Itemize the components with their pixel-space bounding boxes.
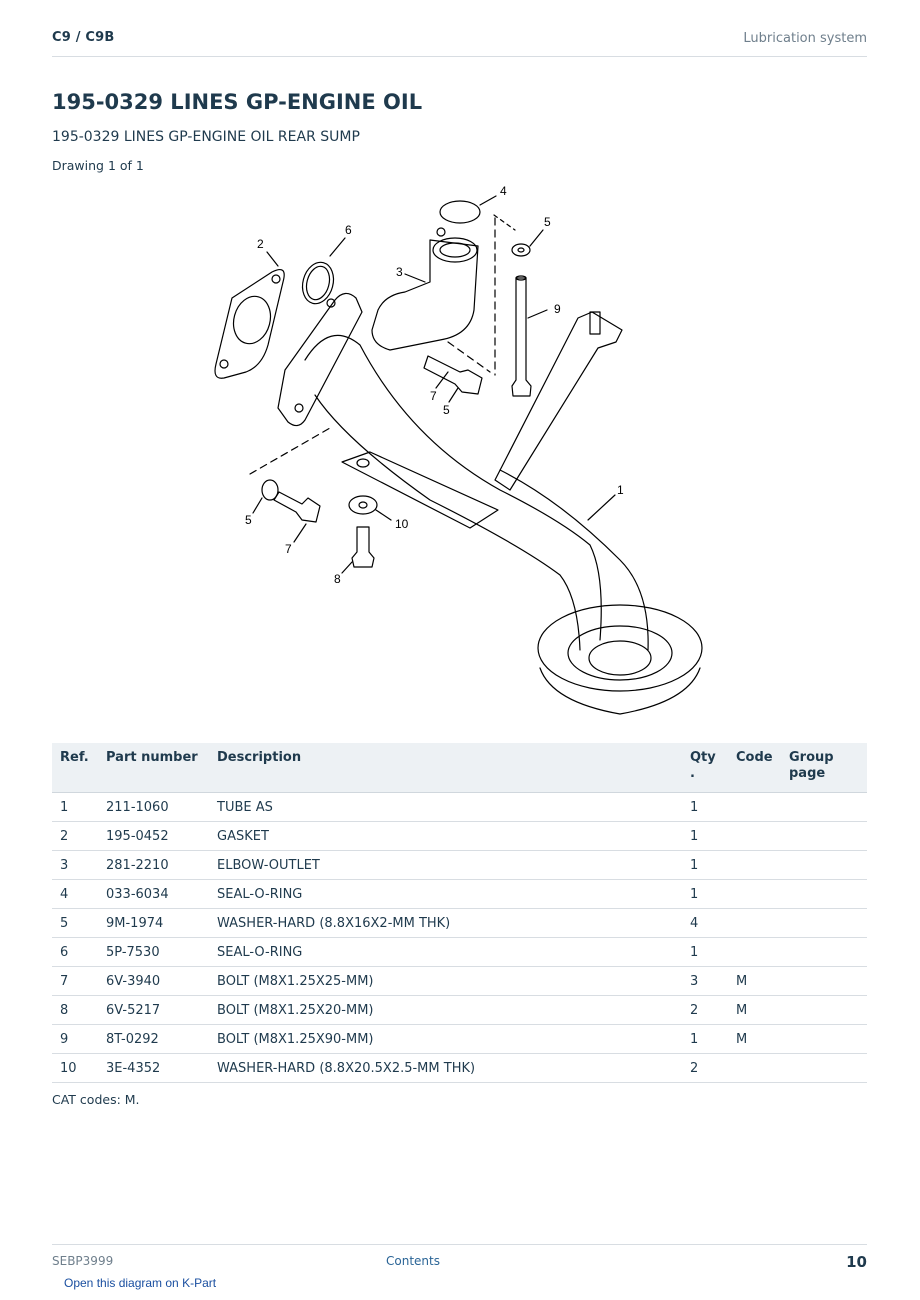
cell-code	[728, 851, 781, 880]
table-row	[52, 909, 867, 938]
col-group-page: Group page	[781, 743, 867, 793]
cat-codes-note: CAT codes: M.	[52, 1092, 140, 1107]
cell-qty: 3	[682, 967, 728, 996]
callout-7-low: 7	[285, 542, 292, 556]
cell-desc: BOLT (M8X1.25X20-MM)	[209, 996, 682, 1025]
tube-flange	[278, 293, 362, 425]
cell-qty: 1	[682, 938, 728, 967]
col-part-number: Part number	[98, 743, 209, 793]
cell-qty: 1	[682, 1025, 728, 1054]
sump-bowl	[538, 605, 702, 691]
cell-group	[781, 938, 867, 967]
table-row	[52, 1054, 867, 1083]
parts-table	[52, 743, 867, 1083]
cell-desc: TUBE AS	[209, 793, 682, 822]
callout-7: 7	[430, 389, 437, 403]
cell-code	[728, 938, 781, 967]
callout-10: 10	[395, 517, 409, 531]
col-qty: Qty .	[682, 743, 728, 793]
cell-desc: BOLT (M8X1.25X90-MM)	[209, 1025, 682, 1054]
col-description: Description	[209, 743, 682, 793]
long-bolt	[512, 278, 531, 396]
section-label: Lubrication system	[743, 31, 867, 46]
cell-code: M	[728, 996, 781, 1025]
col-code: Code	[728, 743, 781, 793]
cell-code	[728, 909, 781, 938]
model-label: C9 / C9B	[52, 30, 115, 45]
cell-part: 5P-7530	[98, 938, 209, 967]
cell-qty: 1	[682, 851, 728, 880]
table-row	[52, 996, 867, 1025]
table-row	[52, 938, 867, 967]
table-header-row	[52, 743, 867, 793]
drawing-count: Drawing 1 of 1	[52, 158, 144, 173]
top-o-ring	[440, 201, 480, 223]
tube-part	[305, 335, 601, 640]
cell-desc: WASHER-HARD (8.8X20.5X2.5-MM THK)	[209, 1054, 682, 1083]
cell-desc: GASKET	[209, 822, 682, 851]
cell-code: M	[728, 967, 781, 996]
cell-ref: 9	[52, 1025, 98, 1054]
page-footer	[52, 1244, 867, 1275]
cell-part: 6V-5217	[98, 996, 209, 1025]
kpart-link[interactable]: Open this diagram on K-Part	[64, 1276, 217, 1290]
callout-4: 4	[500, 184, 507, 198]
table-row	[52, 793, 867, 822]
cell-code	[728, 822, 781, 851]
cell-part: 6V-3940	[98, 967, 209, 996]
table-row	[52, 880, 867, 909]
cell-qty: 4	[682, 909, 728, 938]
page-header	[52, 28, 867, 57]
cell-desc: SEAL-O-RING	[209, 880, 682, 909]
table-row	[52, 822, 867, 851]
table-row	[52, 851, 867, 880]
page-title: 195-0329 LINES GP-ENGINE OIL	[52, 90, 423, 114]
callout-9: 9	[554, 302, 561, 316]
cell-ref: 10	[52, 1054, 98, 1083]
cell-part: 281-2210	[98, 851, 209, 880]
cell-qty: 1	[682, 880, 728, 909]
cell-group	[781, 793, 867, 822]
callout-2: 2	[257, 237, 264, 251]
cell-code: M	[728, 1025, 781, 1054]
cell-code	[728, 880, 781, 909]
page-subtitle: 195-0329 LINES GP-ENGINE OIL REAR SUMP	[52, 129, 360, 145]
callout-3: 3	[396, 265, 403, 279]
col-ref: Ref.	[52, 743, 98, 793]
gasket-part	[215, 270, 284, 379]
cell-ref: 5	[52, 909, 98, 938]
cell-part: 033-6034	[98, 880, 209, 909]
parts-diagram	[200, 182, 720, 722]
cell-group	[781, 822, 867, 851]
table-row	[52, 967, 867, 996]
cell-part: 3E-4352	[98, 1054, 209, 1083]
cell-group	[781, 996, 867, 1025]
callout-8: 8	[334, 572, 341, 586]
cell-code	[728, 1054, 781, 1083]
cell-part: 8T-0292	[98, 1025, 209, 1054]
callout-5-low: 5	[245, 513, 252, 527]
cell-code	[728, 793, 781, 822]
cell-desc: SEAL-O-RING	[209, 938, 682, 967]
cell-group	[781, 909, 867, 938]
cell-ref: 7	[52, 967, 98, 996]
callout-1: 1	[617, 483, 624, 497]
cell-group	[781, 967, 867, 996]
cell-group	[781, 1054, 867, 1083]
cell-part: 211-1060	[98, 793, 209, 822]
page-number: 10	[846, 1253, 867, 1271]
diagram-callouts	[245, 184, 624, 586]
cell-desc: ELBOW-OUTLET	[209, 851, 682, 880]
cell-ref: 8	[52, 996, 98, 1025]
cell-qty: 2	[682, 996, 728, 1025]
contents-link[interactable]: Contents	[386, 1254, 440, 1268]
callout-5: 5	[544, 215, 551, 229]
cell-group	[781, 851, 867, 880]
cell-part: 9M-1974	[98, 909, 209, 938]
callout-5-mid: 5	[443, 403, 450, 417]
cell-ref: 2	[52, 822, 98, 851]
cell-part: 195-0452	[98, 822, 209, 851]
cell-ref: 3	[52, 851, 98, 880]
cell-ref: 4	[52, 880, 98, 909]
cell-group	[781, 880, 867, 909]
callout-6: 6	[345, 223, 352, 237]
bracket	[495, 312, 622, 490]
cell-ref: 1	[52, 793, 98, 822]
cell-qty: 1	[682, 793, 728, 822]
document-number: SEBP3999	[52, 1254, 114, 1268]
cell-desc: WASHER-HARD (8.8X16X2-MM THK)	[209, 909, 682, 938]
cell-group	[781, 1025, 867, 1054]
cell-desc: BOLT (M8X1.25X25-MM)	[209, 967, 682, 996]
cell-ref: 6	[52, 938, 98, 967]
cell-qty: 1	[682, 822, 728, 851]
table-row	[52, 1025, 867, 1054]
cell-qty: 2	[682, 1054, 728, 1083]
